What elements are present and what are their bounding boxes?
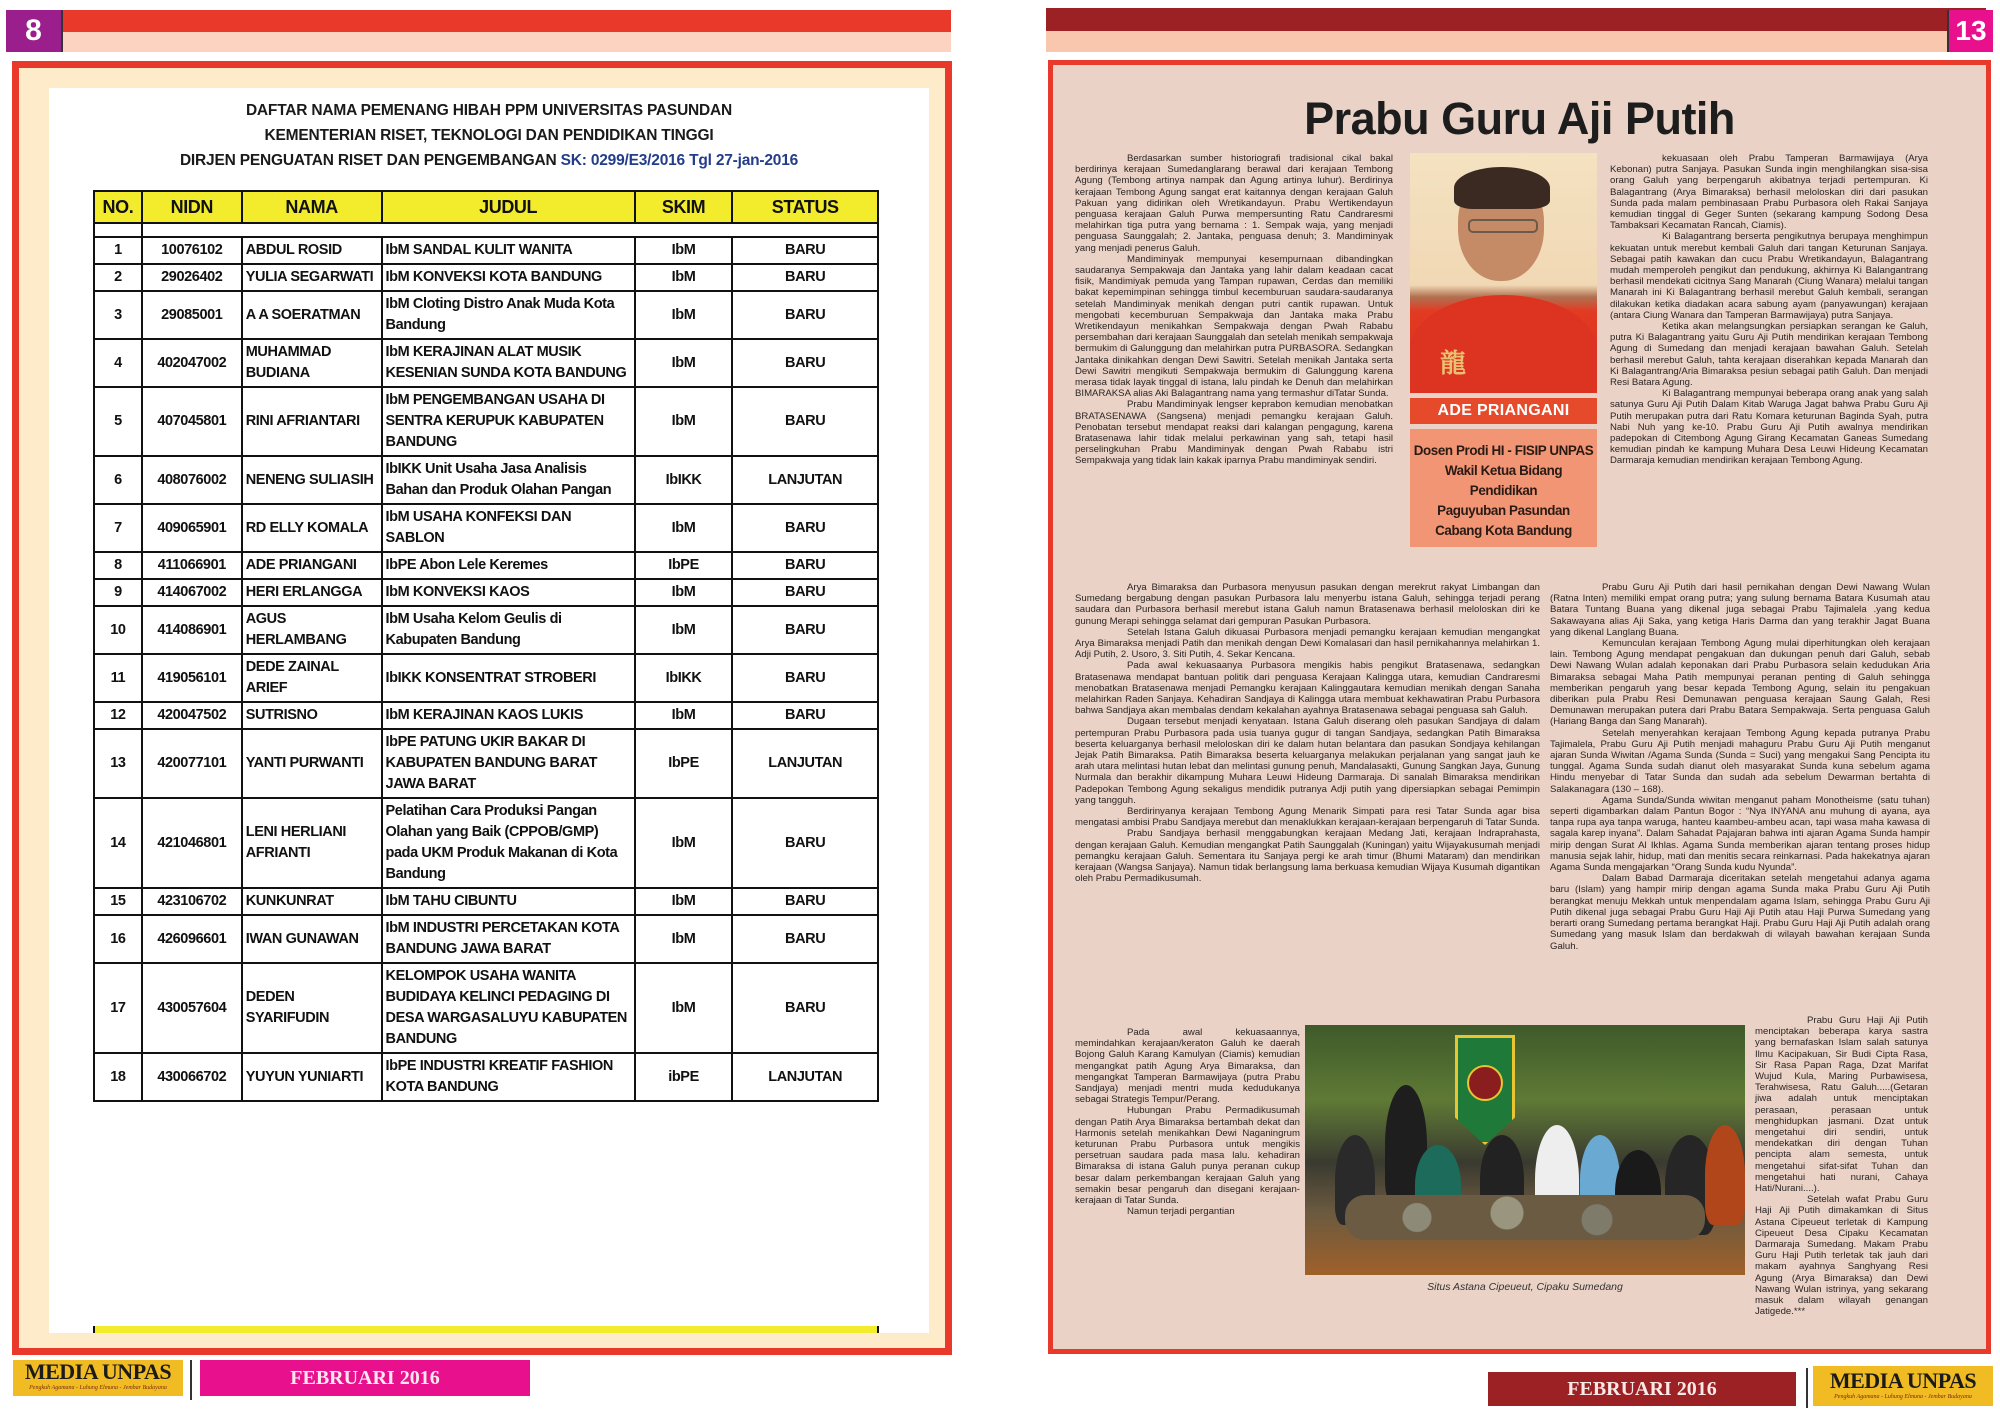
- table-row: [94, 291, 878, 339]
- cell-skim: IbPE: [635, 729, 733, 798]
- title-line-3-text: DIRJEN PENGUATAN RISET DAN PENGEMBANGAN: [179, 152, 557, 169]
- table-row: [94, 264, 878, 291]
- cell-nidn: 407045801: [142, 387, 242, 456]
- cell-status: LANJUTAN: [732, 1053, 878, 1101]
- table-row: [94, 387, 878, 456]
- cell-no: 11: [94, 654, 142, 702]
- bio-line: Dosen Prodi HI - FISIP UNPAS: [1413, 443, 1594, 458]
- table-spacer-row: [94, 223, 878, 237]
- cell-nama: YULIA SEGARWATI: [242, 264, 382, 291]
- left-page-frame: [12, 61, 952, 1355]
- article-column-3: [1755, 1015, 1928, 1317]
- title-line-2: KEMENTERIAN RISET, TEKNOLOGI DAN PENDIDIKAN TINGGI: [264, 127, 714, 144]
- article-paragraph: Setelah Istana Galuh dikuasai Purbasora menjadi pemangku kerajaan kemudian mengangkat Arya Bimaraksa menjadi Patih dan menikah dengan Dewi Komalasari dan hasil pernikahannya melahirkan 1. Adji Putih, 2. Usoro, 3. Siti Putih, 4. Sekar Kencana.: [1075, 626, 1540, 661]
- cell-no: 4: [94, 339, 142, 387]
- cell-nidn: 430066702: [142, 1053, 242, 1101]
- cell-nama: ADE PRIANGANI: [242, 552, 382, 579]
- title-line-3: [49, 148, 929, 173]
- left-footer-date: FEBRUARI 2016: [200, 1360, 530, 1396]
- cell-no: 2: [94, 264, 142, 291]
- table-row: [94, 654, 878, 702]
- cell-judul: IbM SANDAL KULIT WANITA: [382, 237, 635, 264]
- table-row: [94, 504, 878, 552]
- cell-nama: IWAN GUNAWAN: [242, 915, 382, 963]
- author-portrait: [1410, 153, 1597, 393]
- photo-caption: Situs Astana Cipeueut, Cipaku Sumedang: [1427, 1281, 1623, 1293]
- cell-skim: IbM: [635, 915, 733, 963]
- title-line-1: DAFTAR NAMA PEMENANG HIBAH PPM UNIVERSITAS PASUNDAN: [245, 102, 733, 119]
- cell-judul: IbM Cloting Distro Anak Muda Kota Bandung: [382, 291, 635, 339]
- cell-status: LANJUTAN: [732, 729, 878, 798]
- cell-judul: IbM KONVEKSI KAOS: [382, 579, 635, 606]
- cell-nidn: 430057604: [142, 963, 242, 1053]
- article-paragraph: Pada awal kekuasaanya Purbasora mengikis habis pengikut Bratasenawa, sedangkan Bratasenawa mendapat bantuan politik dari penguasa Kerajaan Kalingga utara, kemudian Candraresmi menobatkan Bratasenawa menjadi Pemangku kerajaan Kalinggautara kemudian menikah dengan Sanaha melahirkan Raden Sanjaya. Kehadiran Sandjaya di Kalingga utara membuat kekhawatiran Prabu Purbasora bahwa Sandjaya akan membalas dendam kekalahan ayahnya Bratasenawa sebagai penguasa sah Galuh.: [1075, 660, 1540, 717]
- cell-skim: IbM: [635, 504, 733, 552]
- emblem-icon: [1467, 1065, 1503, 1101]
- cell-judul: IbM KONVEKSI KOTA BANDUNG: [382, 264, 635, 291]
- cell-nama: RD ELLY KOMALA: [242, 504, 382, 552]
- cell-skim: IbIKK: [635, 654, 733, 702]
- cell-nama: YUYUN YUNIARTI: [242, 1053, 382, 1101]
- cell-status: BARU: [732, 264, 878, 291]
- cell-status: LANJUTAN: [732, 456, 878, 504]
- glasses-icon: [1468, 219, 1538, 233]
- cell-skim: IbM: [635, 387, 733, 456]
- left-header-bar: [62, 10, 951, 32]
- cell-status: BARU: [732, 504, 878, 552]
- article-paragraph: Ki Balagantrang mempunyai beberapa orang anak yang salah satunya Guru Aji Putih Dalam Kitab Waruga Jagat bahwa Prabu Guru Aji Putih merupakan putra dari Ratu Komara keturunan Baginda Syah, putra Nabi Nuh yang ke-10. Prabu Guru Aji Putih awalnya mendirikan padepokan di Citembong Agung Girang Kecamatan Ganeas Sumedang kemudian pindah ke kampung Muhara Desa Leuwi Hideung Kecamatan Darmaraja kemudian mendirikan kerajaan Tembong Agung.: [1610, 388, 1928, 467]
- table-row: [94, 606, 878, 654]
- article-paragraph: Arya Bimaraksa dan Purbasora menyusun pasukan dengan merekrut rakyat Limbangan dan Sumedang bergabung dengan pasukan Purbasora lalu menyerbu istana Galuh, sehingga terjadi perang saudara dan Purbasora berhasil merebut istana Galuh namun Bratasenawa berhasil meloloskan diri ke gunung Merapi sehingga selamat dari gempuran Pasukan Purbasora.: [1075, 582, 1540, 627]
- cell-nama: AGUS HERLAMBANG: [242, 606, 382, 654]
- cell-skim: IbM: [635, 963, 733, 1053]
- author-name: ADE PRIANGANI: [1410, 398, 1597, 424]
- sk-reference: SK: 0299/E3/2016 Tgl 27-jan-2016: [560, 152, 799, 169]
- article-paragraph: Setelah wafat Prabu Guru Haji Aji Putih dimakamkan di Situs Astana Cipeueut terletak di Kampung Cipeueut Desa Cipaku Kecamatan Darmaraja Sumedang. Makam Prabu Guru Haji Putih terletak tak jauh dari makam ayahnya Sanghyang Resi Agung (Arya Bimaraksa) dan Dewi Nawang Wulan istrinya, yang sekarang masuk dalam wilayah genangan Jatigede.***: [1755, 1194, 1928, 1318]
- cell-no: 18: [94, 1053, 142, 1101]
- cell-nama: RINI AFRIANTARI: [242, 387, 382, 456]
- article-paragraph: kekuasaan oleh Prabu Tamperan Barmawijaya (Arya Kebonan) putra Sanjaya. Pasukan Sunda ingin menghilangkan sisa-sisa orang Galuh yang berpengaruh akibatnya terjadi pertempuran. Ki Balagantrang (Arya Bimaraksa) berhasil meloloskan diri dari pasukan Sunda pada malam pembinasaan Prabu Purbasora oleh Rakai Sanjaya kemudian tinggal di Geger Sunten (sekarang kampung Sodong Desa Tambaksari Kecamatan Rancah, Ciamis).: [1610, 153, 1928, 232]
- grant-list-document: [49, 88, 929, 1333]
- cell-status: BARU: [732, 339, 878, 387]
- cell-judul: IbM KERAJINAN ALAT MUSIK KESENIAN SUNDA KOTA BANDUNG: [382, 339, 635, 387]
- cell-status: BARU: [732, 915, 878, 963]
- cell-no: 3: [94, 291, 142, 339]
- cell-judul: IbM Usaha Kelom Geulis di Kabupaten Bandung: [382, 606, 635, 654]
- article-title: Prabu Guru Aji Putih: [1304, 93, 1735, 144]
- cell-nama: ABDUL ROSID: [242, 237, 382, 264]
- cell-status: BARU: [732, 237, 878, 264]
- cell-status: BARU: [732, 963, 878, 1053]
- cell-skim: ibPE: [635, 1053, 733, 1101]
- cell-no: 5: [94, 387, 142, 456]
- cell-skim: IbM: [635, 264, 733, 291]
- cell-nama: SUTRISNO: [242, 702, 382, 729]
- right-header-band: [1046, 31, 1986, 52]
- footer-divider: [1806, 1368, 1808, 1408]
- table-row: [94, 552, 878, 579]
- left-header-band: [62, 32, 951, 52]
- cell-status: BARU: [732, 606, 878, 654]
- article-paragraph: Dugaan tersebut menjadi kenyataan. Istana Galuh diserang oleh pasukan Sandjaya di dalam pertempuran Prabu Purbasora pada usia tuanya gugur di tangan Sandjaya, sedangkan Patih Bimaraksa beserta keluarganya berhasil meloloskan diri ke dalam hutan belantara dan pasukan Sondjaya kehilangan Jejak Patih Bimaraksa. Patih Bimaraksa beserta keluarganya melakukan perjalanan yang sangat jauh ke arah utara melintasi hutan lebat dan melintasi gunung penuh, Mandalasakti, Gunung Sangkan Jaya, Gunung Nurmala dan berakhir dikampung Muhara Leuwi Hideung Darmaraja. Di sanalah Bimaraksa mendirikan Padepokan Tembong Agung sekaligus mendidik putranya Adji putih yang dipersiapkan sebagai Pemimpin yang tangguh.: [1075, 716, 1540, 806]
- cell-judul: IbIKK KONSENTRAT STROBERI: [382, 654, 635, 702]
- header-judul: JUDUL: [382, 191, 635, 223]
- cell-status: BARU: [732, 579, 878, 606]
- cell-skim: IbM: [635, 579, 733, 606]
- cell-skim: IbM: [635, 888, 733, 915]
- table-footer-band: [93, 1326, 879, 1333]
- article-paragraph: Ketika akan melangsungkan persiapkan serangan ke Galuh, putra Ki Balagantrang yaitu Guru Aji Putih mendirikan kerajaan Tembong Agung di Sumedang dan menjadi kerajaan bawahan Galuh. Setelah berhasil merebut Galuh, tahta kerajaan diserahkan kepada Manarah dan Ki Balagantrang/Aria Bimaraksa pesiun sebagai patih Galuh. Dan menjadi Resi Batara Agung.: [1610, 321, 1928, 389]
- left-page-number: 8: [6, 10, 63, 52]
- table-row: [94, 237, 878, 264]
- cell-status: BARU: [732, 702, 878, 729]
- cell-nama: DEDEN SYARIFUDIN: [242, 963, 382, 1053]
- article-paragraph: Hubungan Prabu Permadikusumah dengan Patih Arya Bimaraksa bertambah dekat dan Harmonis setelah menikahkan Dewi Naganingrum keturunan Prabu Purbasora untuk mengikis persetruan saudara pada masa lalu. kehadiran Bimaraksa di istana Galuh punya peranan cukup besar dalam perkembangan kerajaan Galuh yang semakin besar pengaruh dan disegani kerajaan-kerajaan di Tatar Sunda.: [1075, 1105, 1300, 1207]
- right-page-frame: [1048, 60, 1991, 1354]
- header-nama: NAMA: [242, 191, 382, 223]
- cell-nama: HERI ERLANGGA: [242, 579, 382, 606]
- cell-no: 1: [94, 237, 142, 264]
- table-header-row: [94, 191, 878, 223]
- article-column-1: [1075, 153, 1393, 467]
- cell-nidn: 420047502: [142, 702, 242, 729]
- cell-no: 9: [94, 579, 142, 606]
- header-status: STATUS: [732, 191, 878, 223]
- cell-status: BARU: [732, 798, 878, 888]
- article-paragraph: Prabu Guru Aji Putih dari hasil pernikahan dengan Dewi Nawang Wulan (Ratna Inten) memiliki empat orang putra; yang sulung bernama Batara Kusumah atau Batara Tuntang Buana yang dikenal juga sebagai Prabu Tajimalela .yang kedua Sakawayana alias Aji Saka, yang ketiga Haris Darma dan yang terakhir Jagat Buana yang dikenal Langlang Buana.: [1550, 582, 1930, 638]
- table-row: [94, 798, 878, 888]
- cell-nidn: 421046801: [142, 798, 242, 888]
- bio-line: Cabang Kota Bandung: [1435, 523, 1572, 538]
- cell-nama: DEDE ZAINAL ARIEF: [242, 654, 382, 702]
- cell-skim: IbM: [635, 606, 733, 654]
- media-unpas-logo-left: [13, 1360, 183, 1396]
- cell-nidn: 409065901: [142, 504, 242, 552]
- article-paragraph: Namun terjadi pergantian: [1127, 1206, 1235, 1218]
- cell-status: BARU: [732, 888, 878, 915]
- article-paragraph: Prabu Mandiminyak lengser keprabon kemudian menobatkan BRATASENAWA (Sangsena) menjadi pemangku kerajaan Galuh. Penobatan tersebut mendapat reaksi dari kalangan pengagung, karena Bratasenawa lahir tidak melalui perkawinan yang sah, tetapi hasil perselingkuhan Prabu Mandiminyak dengan Pwah Rababu istri Sempakwaja yang tidak lain kakak iparnya Prabu mandiminyak sendiri.: [1075, 399, 1393, 467]
- cell-nama: MUHAMMAD BUDIANA: [242, 339, 382, 387]
- article-paragraph: Pada awal kekuasaannya, memindahkan kerajaan/keraton Galuh ke daerah Bojong Galuh Karang Kamulyan (Ciamis) kemudian mengangkat patih Agung Arya Bimaraksa, dan mengangkat Tamperan Barmawijaya (putra Prabu Sandjaya) menjadi mentri muda kedudukanya sebagai Strategis Tempur/Perang.: [1075, 1027, 1300, 1106]
- logo-tagline: Pengkuh Agamana - Luhung Elmuna - Jembar Budayana: [1834, 1394, 1972, 1400]
- cell-nidn: 420077101: [142, 729, 242, 798]
- media-unpas-logo-right: [1813, 1366, 1993, 1406]
- cell-nama: KUNKUNRAT: [242, 888, 382, 915]
- cell-skim: IbM: [635, 702, 733, 729]
- cell-nama: NENENG SULIASIH: [242, 456, 382, 504]
- right-footer-date: FEBRUARI 2016: [1488, 1372, 1796, 1406]
- article-paragraph: Kemunculan kerajaan Tembong Agung mulai diperhitungkan oleh kerajaan lain. Tembong Agung mendapat pengakuan dan dukungan penuh dari Galuh, sebab Dewi Nawang Wulan adalah keponakan dari Prabu Purbasora selain kedudukan Aria Bimaraksa sebagai Maha Patih mempunyai peranan penting di Galuh sehingga memberikan pengaruh yang besar kepada Tembong Agung, selain itu pengakuan diberikan pula Prabu Resi Demunawan penguasa kerajaan Saung Galah, Resi Demunawan merupakan putera dari Prabu Batara Sempakwaja. Serta penguasa Galuh (Hariang Banga dan Sang Manarah).: [1550, 638, 1930, 728]
- cell-nidn: 29026402: [142, 264, 242, 291]
- article-paragraph: Dalam Babad Darmaraja diceritakan setelah mengetahui adanya agama baru (Islam) yang hampir mirip dengan agama Sunda maka Prabu Guru Aji Putih berangkat menuju Mekkah untuk menpendalam agama Islam, sehingga Prabu Guru Aji Putih dikenal juga sebagai Prabu Guru Haji Aji Putih atau Haji Purwa Sumedang yang berarti orang Sumedang pertama berangkat Haji. Prabu Guru Haji Aji Putih adalah orang Sumedang yang masuk Islam dan berdakwah di wilayah bawahan kerajaan Sunda Galuh.: [1550, 873, 1930, 952]
- cell-no: 7: [94, 504, 142, 552]
- article-paragraph: Prabu Sandjaya berhasil menggabungkan kerajaan Medang Jati, kerajaan Indraprahasta, dengan kerajaan Galuh. Kemudian mengangkat Patih Saunggalah (Kuningan) yaitu Wijayakusumah menjadi pemangku kerajaan Galuh. Sementara itu Sanjaya pergi ke arah timur (Bhumi Mataram) dan mendirikan kerajaan (Wangsa Sanjaya). Namun tidak berlangsung lama berkuasa kemudian Wijaya Kusumah digantikan oleh Prabu Permadikusumah.: [1075, 828, 1540, 885]
- cell-nidn: 426096601: [142, 915, 242, 963]
- article-paragraph: Mandiminyak mempunyai kesempurnaan dibandingkan saudaranya Sempakwaja dan Jantaka yang lahir dalam keadaan cacat fisik, Mandimiyak pemuda yang Tampan rupawan, Cerdas dan memiliki bakat kepemimpinan sehingga timbul kecemburuan saudara-saudaranya setelah Mandiminyak menikah dengan putri cantik rupawan. Untuk mengobati kecemburuan Sempakwaja dan Jantaka maka Prabu Wretikendayun menikahkan Sempakwaja dengan Pwah Rababu persembahan dari kerajaan Saunggalah dan setelah menikah sempakwaja bermukim di Galunggung dan melahirkan putra PURBASORA. Sedangkan Jantaka dinikahkan dengan Dewi Sawitri. Setelah menikah Jantaka serta Dewi Sawitri mengikuti Sempakwaja bermukim di Galunggung karena merasa tidak layak tinggal di istana, lalu pindah ke Denuh dan melahirkan BIMARAKSA alias Aki Balagantrang nama yang termashur diTatar Sunda.: [1075, 253, 1393, 400]
- cell-no: 14: [94, 798, 142, 888]
- article-column-wide-1: [1075, 582, 1540, 884]
- cell-judul: IbPE PATUNG UKIR BAKAR DI KABUPATEN BANDUNG BARAT JAWA BARAT: [382, 729, 635, 798]
- table-row: [94, 339, 878, 387]
- table-row: [94, 729, 878, 798]
- cell-no: 16: [94, 915, 142, 963]
- header-no: NO.: [94, 191, 142, 223]
- cell-judul: IbM USAHA KONFEKSI DAN SABLON: [382, 504, 635, 552]
- stone-grave: [1345, 1195, 1705, 1240]
- cell-judul: IbM INDUSTRI PERCETAKAN KOTA BANDUNG JAWA BARAT: [382, 915, 635, 963]
- cell-judul: IbIKK Unit Usaha Jasa Analisis Bahan dan Produk Olahan Pangan: [382, 456, 635, 504]
- article-column-2: [1610, 153, 1928, 467]
- cell-nidn: 419056101: [142, 654, 242, 702]
- cell-status: BARU: [732, 291, 878, 339]
- table-row: [94, 915, 878, 963]
- cell-judul: KELOMPOK USAHA WANITA BUDIDAYA KELINCI PEDAGING DI DESA WARGASALUYU KABUPATEN BANDUNG: [382, 963, 635, 1053]
- cell-nidn: 411066901: [142, 552, 242, 579]
- logo-tagline: Pengkuh Agamana - Luhung Elmuna - Jembar Budayana: [29, 1385, 167, 1391]
- cell-no: 17: [94, 963, 142, 1053]
- site-photo: [1305, 1025, 1745, 1275]
- cell-nidn: 29085001: [142, 291, 242, 339]
- cell-nama: YANTI PURWANTI: [242, 729, 382, 798]
- table-row: [94, 1053, 878, 1101]
- cell-judul: IbM TAHU CIBUNTU: [382, 888, 635, 915]
- cell-skim: IbPE: [635, 552, 733, 579]
- cell-skim: IbM: [635, 798, 733, 888]
- cell-nidn: 423106702: [142, 888, 242, 915]
- header-skim: SKIM: [635, 191, 733, 223]
- cell-judul: Pelatihan Cara Produksi Pangan Olahan yang Baik (CPPOB/GMP) pada UKM Produk Makanan di Kota Bandung: [382, 798, 635, 888]
- cell-nama: LENI HERLIANI AFRIANTI: [242, 798, 382, 888]
- bio-line: Paguyuban Pasundan: [1437, 503, 1570, 518]
- cell-status: BARU: [732, 552, 878, 579]
- cell-no: 10: [94, 606, 142, 654]
- cell-status: BARU: [732, 387, 878, 456]
- cell-nidn: 414086901: [142, 606, 242, 654]
- cell-no: 13: [94, 729, 142, 798]
- article-paragraph: Berdasarkan sumber historiografi tradisional cikal bakal berdirinya kerajaan Sumedanglarang berawal dari kerajaan Tembong Agung (Tembong artinya nampak dan Agung artinya luhur). Berdirinya kerajaan Tembong Agung sangat erat kaitannya dengan kerajaan Galuh Pakuan yang didirikan oleh Wretikandayun. Prabu Wertikendayun penguasa kerajaan Galuh Purwa mempersunting Ratu Candraresmi melahirkan tiga putra yang bernama : 1. Sempak waja, yang menjadi penguasa Saunggalah; 2. Jantaka, penguasa denuh; 3. Mandiminyak yang menjadi penerus Galuh.: [1075, 153, 1393, 254]
- cell-judul: IbPE INDUSTRI KREATIF FASHION KOTA BANDUNG: [382, 1053, 635, 1101]
- table-row: [94, 888, 878, 915]
- cell-nidn: 402047002: [142, 339, 242, 387]
- table-row: [94, 456, 878, 504]
- article-column-wide-2: [1550, 582, 1930, 952]
- right-page-number: 13: [1947, 10, 1993, 52]
- logo-text: MEDIA UNPAS: [24, 1359, 172, 1384]
- cell-no: 8: [94, 552, 142, 579]
- right-header-bar: [1046, 8, 1986, 31]
- cell-nidn: 408076002: [142, 456, 242, 504]
- article-paragraph: Agama Sunda/Sunda wiwitan menganut paham Monotheisme (satu tuhan) seperti digambarkan dalam Pantun Bogor : “Nya INYANA anu muhung di ayana, aya tanpa rupa aya tanpa waruga, hanteu kaambeu-ambeu acan, tapi wasa maha kawasa di sagala karep inyana”. Dalam Sahadat Pajajaran bahwa inti ajaran Agama Sunda hampir mirip dengan Surat Al Ikhlas. Agama Sunda memberikan ajaran tentang proses hidup manusia sejak lahir, hidup, mati dan menitis secara reinkarnasi. Pada hakekatnya ajaran Agama Sunda mengajarkan “Orang Sunda kudu Nyunda”.: [1550, 794, 1930, 874]
- cell-no: 12: [94, 702, 142, 729]
- logo-text: MEDIA UNPAS: [1829, 1368, 1977, 1393]
- article-paragraph: Ki Balagantrang berserta pengikutnya berupaya menghimpun kekuatan untuk merebut kembali Galuh dari tangan Keturunan Sanjaya. Sebagai patih kawakan dan cucu Prabu Wretikandayun, Balagantrang mudah memperoleh pengikut dan pendukung, akhirnya Ki Balangantrang berhasil mendekati cicitnya Sang Manarah (Ciung Wanara) melalui tangan Manarah ini Ki Balagantrang berhasil merebut Galuh kembali, serangan dilakukan ketika diadakan acara sabung ayam (panyawungan) kerajaan (antara Ciung Wanara dan Tamperan Barmawijaya) putra Sanjaya.: [1610, 231, 1928, 321]
- cell-judul: IbM KERAJINAN KAOS LUKIS: [382, 702, 635, 729]
- article-paragraph: Prabu Guru Haji Aji Putih menciptakan beberapa karya sastra yang bernafaskan Islam salah satunya Ilmu Kacipakuan, Sir Budi Cipta Rasa, Sir Rasa Papan Raga, Dzat Marifat Wujud Kula, Maring Purbawisesa, Terahwisesa, Ratu Galuh.....(Getaran jiwa adalah untuk menciptakan perasaan, perasaan untuk menghidupkan jasmani. Dzat untuk mengetahui diri sendiri, untuk mendekatkan diri dengan Tuhan pencipta alam semesta, untuk mengetahui sifat-sifat Tuhan dan mengetahui hati nurani, Cahaya Hati/Nurani....).: [1755, 1015, 1928, 1195]
- cell-no: 15: [94, 888, 142, 915]
- bio-line: Wakil Ketua Bidang Pendidikan: [1444, 463, 1563, 498]
- cell-judul: IbPE Abon Lele Keremes: [382, 552, 635, 579]
- table-row: [94, 579, 878, 606]
- header-nidn: NIDN: [142, 191, 242, 223]
- document-title: [49, 98, 929, 173]
- table-row: [94, 702, 878, 729]
- footer-divider: [190, 1360, 192, 1400]
- cell-skim: IbIKK: [635, 456, 733, 504]
- cell-skim: IbM: [635, 339, 733, 387]
- cell-nama: A A SOERATMAN: [242, 291, 382, 339]
- grant-winners-table: [93, 190, 879, 1102]
- cell-skim: IbM: [635, 291, 733, 339]
- article-column-narrow: [1075, 1027, 1300, 1217]
- cell-nidn: 414067002: [142, 579, 242, 606]
- article-paragraph: Berdirinyanya kerajaan Tembong Agung Menarik Simpati para resi Tatar Sunda agar bisa mengatasi ambisi Prabu Sandjaya merebut dan menaklukkan kerajaan-kerajaan berpengaruh di Tatar Sunda.: [1075, 806, 1540, 829]
- cell-nidn: 10076102: [142, 237, 242, 264]
- cell-skim: IbM: [635, 237, 733, 264]
- author-bio: [1410, 429, 1597, 547]
- table-row: [94, 963, 878, 1053]
- article-paragraph: Setelah menyerahkan kerajaan Tembong Agung kepada putranya Prabu Tajimalela, Prabu Guru Aji Putih menjadi mahaguru Prabu Guru Aji Putih menganut ajaran Sunda Wiwitan /Agama Sunda (Sunda = Suci) yang mengakui Sang Pencipta itu tunggal. Agama Sunda sudah dianut oleh masyarakat Sunda kuna sebelum agama Hindu menyebar di Tatar Sunda dan sudah ada sebelum Dewarman bertahta di Salakanagara (130 – 168).: [1550, 727, 1930, 795]
- dragon-embroidery-icon: 龍: [1440, 348, 1467, 378]
- cell-no: 6: [94, 456, 142, 504]
- cell-judul: IbM PENGEMBANGAN USAHA DI SENTRA KERUPUK KABUPATEN BANDUNG: [382, 387, 635, 456]
- cell-status: BARU: [732, 654, 878, 702]
